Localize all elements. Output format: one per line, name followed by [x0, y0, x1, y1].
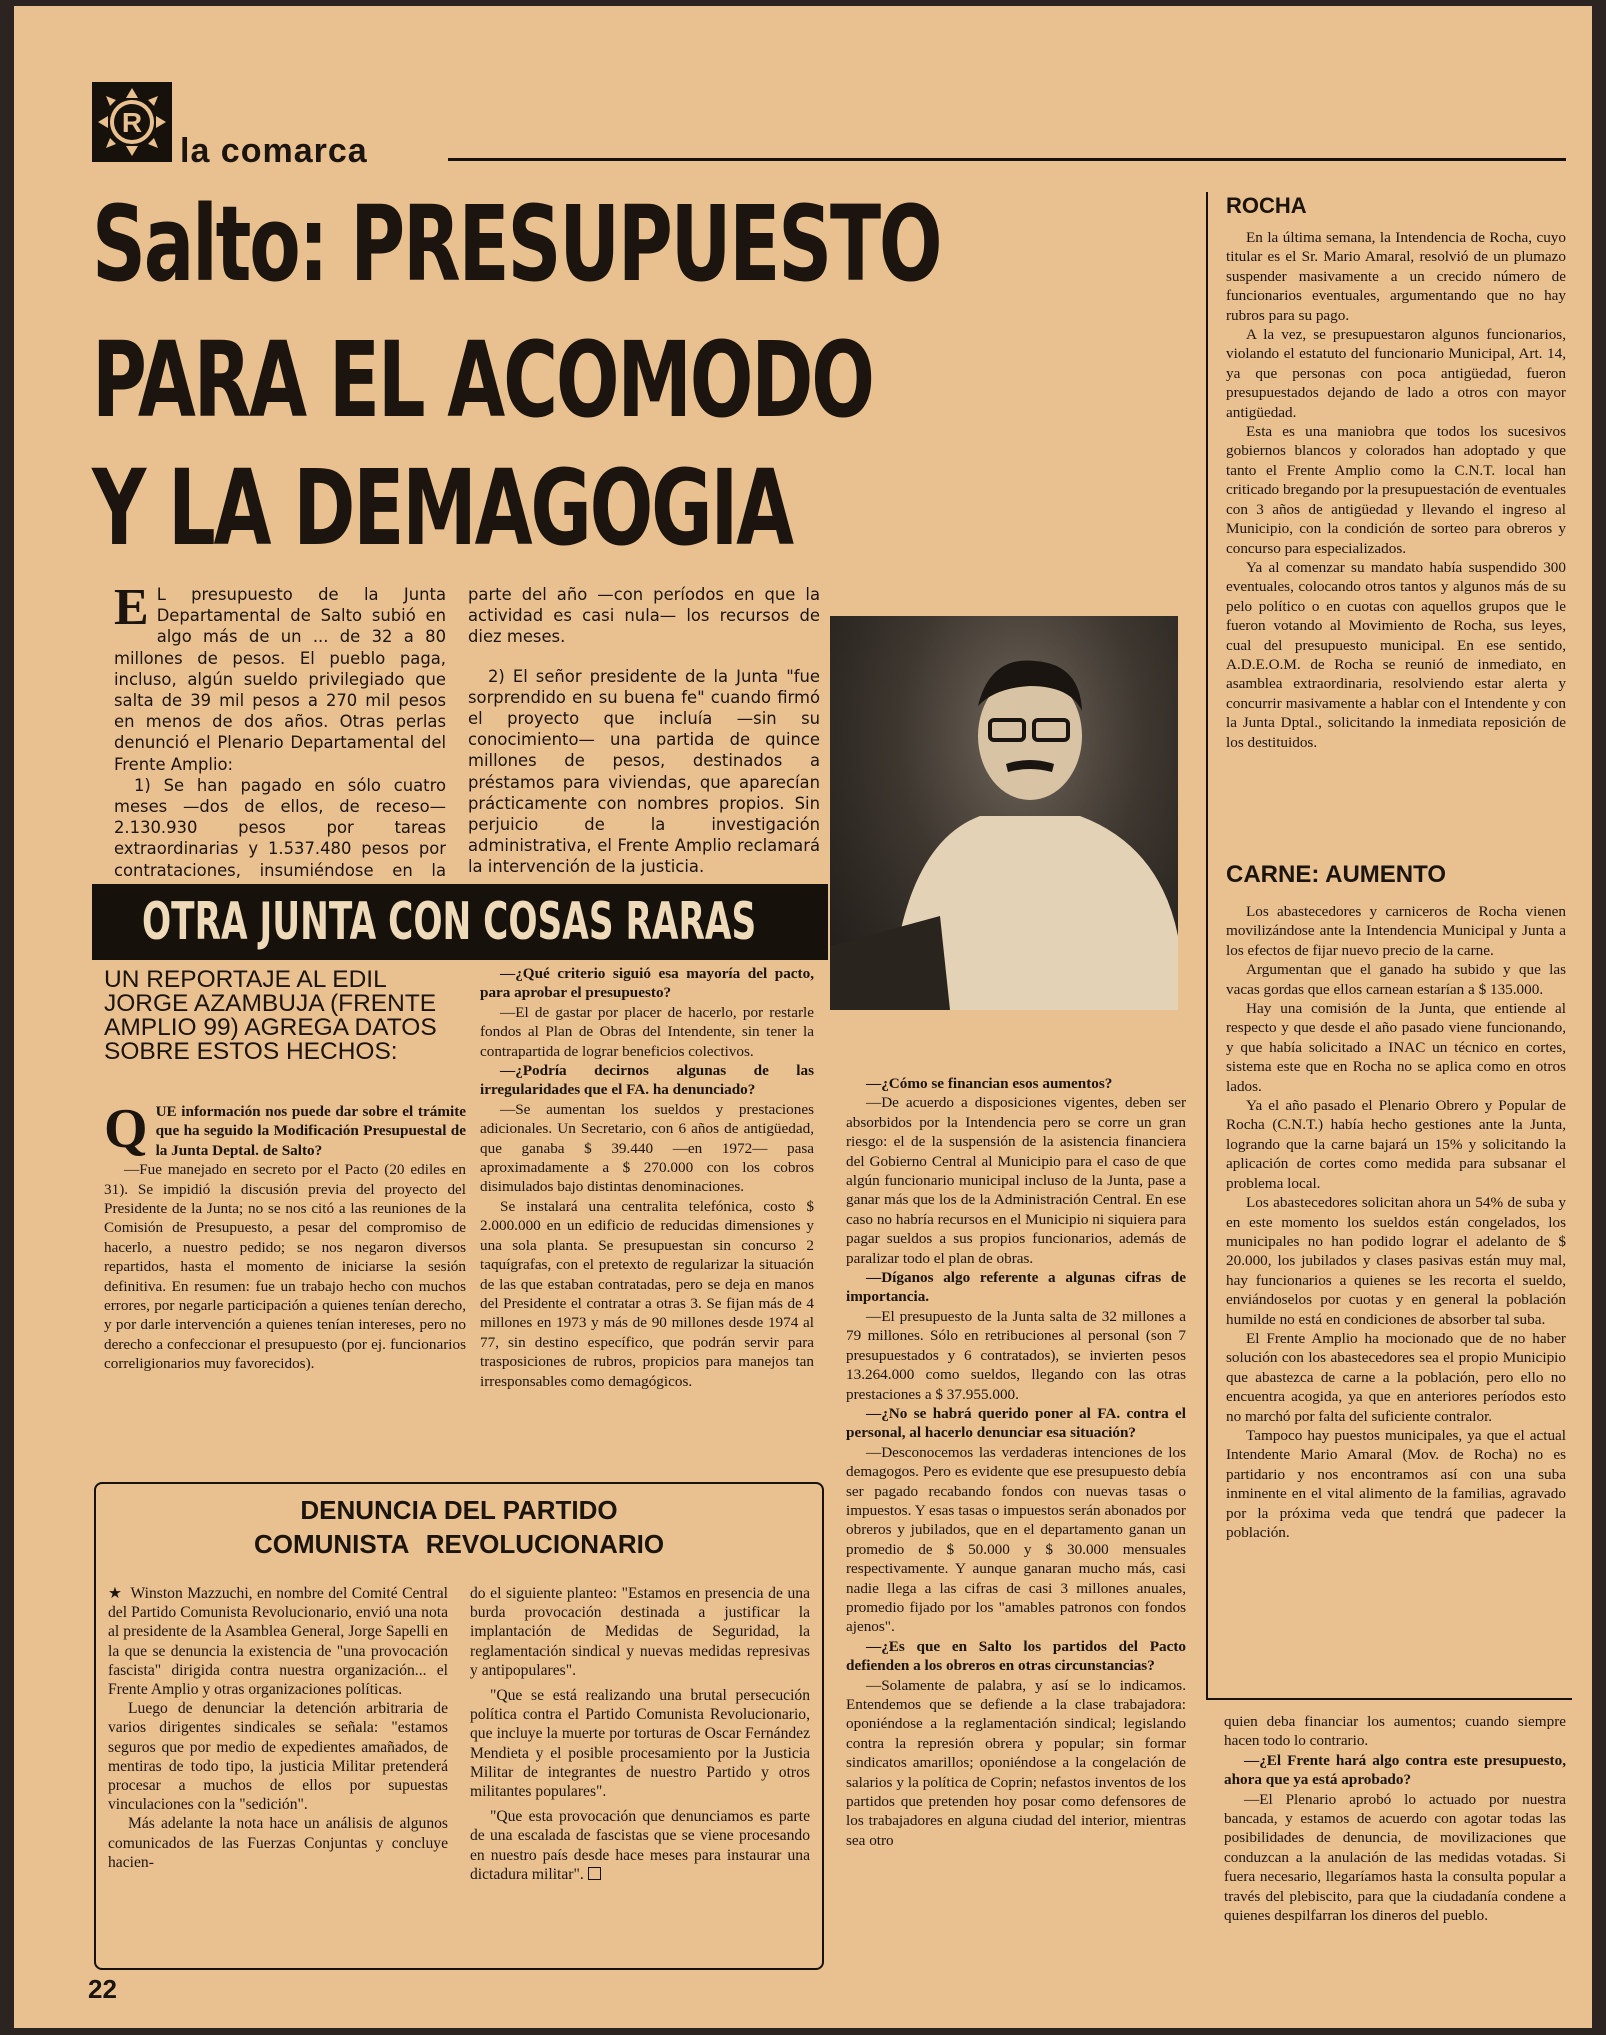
carne-paragraph: Ya el año pasado el Plenario Obrero y Popular de Rocha (C.N.T.) había hecho gestiones ante la Junta, logrando que la carne bajará un 15% y solicitando la aplicación de cortes como medida para subsanar el problema local. — [1226, 1097, 1566, 1192]
box-column-2 — [470, 1584, 810, 1956]
interview-answer: —De acuerdo a disposiciones vigentes, deben ser absorbidos por la Intendencia pero se corre un gran riesgo: el de la suspensión de la asistencia financiera del Gobierno Central al Municipio para el caso de que algún funcionario municipal incluso de la Junta, pase a ganar más que los de la Administración Central. En ese caso no habría recursos en el Municipio ni siquiera para pagar sueldos a sus propios funcionarios, además de paralizar todo el plan de obras. — [846, 1094, 1186, 1267]
page-number: 22 — [88, 1974, 117, 2004]
banner — [92, 884, 828, 960]
lead-paragraph: parte del año —con períodos en que la actividad es casi nula— los recursos de diez meses. — [468, 585, 820, 647]
interview-question: —¿Es que en Salto los partidos del Pacto defienden a los obreros en otras circunstancias? — [846, 1637, 1186, 1675]
end-mark-icon — [588, 1867, 601, 1880]
interview-answer: —El presupuesto de la Junta salta de 32 millones a 79 millones. Sólo en retribuciones al personal (son 7 presupuestados y 6 contratados), se invierten pesos 13.264.000 como sueldos, llegando con las otras prestaciones a $ 37.955.000. — [846, 1307, 1186, 1403]
interview-question: —¿Cómo se financian esos aumentos? — [866, 1075, 1113, 1092]
rocha-paragraph: Esta es una maniobra que todos los sucesivos gobiernos blancos y colorados han adoptado y que tanto el Frente Amplio como la C.N.T. local han criticado bregando por la presupuestación de eventuales con 3 años de antigüedad y llevando el ingreso al Municipio, con la condición de sorteo para obreros y concurso para especializados. — [1226, 423, 1566, 557]
section-logo — [92, 82, 172, 162]
rocha-paragraph: En la última semana, la Intendencia de Rocha, cuyo titular es el Sr. Mario Amaral, resolvió de un plumazo suspender masivamente a un crecido número de funcionarios eventuales, argumentando que no hay rubros para su pago. — [1226, 229, 1566, 324]
interview-question: UE información nos puede dar sobre el trámite que ha seguido la Modificación Presupuestal de la Junta Deptal. de Salto? — [155, 1103, 466, 1159]
section-name: la comarca — [180, 132, 368, 170]
box-paragraph: do el siguiente planteo: "Estamos en presencia de una burda provocación destinada a justificar la implantación de Medidas de Seguridad, la reglamentación sindical y nuevas medidas represivas y antipopulares". — [470, 1585, 810, 1679]
box-paragraph — [470, 1807, 810, 1884]
interview-question: —¿El Frente hará algo contra este presupuesto, ahora que ya está aprobado? — [1224, 1751, 1566, 1789]
rocha-paragraph: A la vez, se presupuestaron algunos funcionarios, violando el estatuto del funcionario Municipal, Art. 14, ya que personas con poca antigüedad, fueron presupuestados dejando de lado a otros con mayor antigüedad. — [1226, 326, 1566, 421]
box-paragraph: "Que se está realizando una brutal persecución política contra el Partido Comunista Revolucionario, que incluye la muerte por torturas de Oscar Fernández Mendieta y el posible procesamiento por la Justicia Militar de integrantes de nuestro Partido y otros militantes populares". — [470, 1687, 810, 1801]
interview-answer: —Solamente de palabra, y así se lo indicamos. Entendemos que se defiende a la clase trabajadora: oponiéndose a la reglamentación sindical; legislando contra la represión obrera y popular; sin formar sindicatos amarillos; oponiéndose a la congelación de salarios y la política de Coprin; nefastos inventos de los partidos que pretenden hoy posar como defensores de los trabajadores en alguna ciudad del interior, mientras sea otro — [846, 1676, 1186, 1849]
svg-text:R: R — [121, 107, 143, 138]
carne-paragraph: Los abastecedores solicitan ahora un 54% de suba y en este momento los sueldos están congelados, los municipales no han podido lograr el adelanto de $ 20.000, los jubilados y clases pasivas están muy mal, hay funcionarios a quienes se les recorta el sueldo, enviándoselos por cuotas y en general la población humilde no está en condiciones de absorber tal suba. — [1226, 1194, 1566, 1328]
interview-answer: —Desconocemos las verdaderas intenciones de los demagogos. Pero es evidente que ese presupuesto debía ser pagado recabando fondos con nuevas tasas o impuestos. Y esas tasas o impuestos serán abonados por obreros y jubilados, que en el departamento ganan un promedio de $ 50.000 y $ 30.000 mensuales respectivamente. Y aunque ganaran mucho más, casi nadie llega a las cifras de casi 3 millones anuales, promedio fijado por los "amables patronos con fondos ajenos". — [846, 1443, 1186, 1636]
interview-question: —¿Qué criterio siguió esa mayoría del pacto, para aprobar el presupuesto? — [480, 965, 814, 1002]
portrait-figure-icon — [830, 616, 1178, 1010]
lead-paragraph: 2) El señor presidente de la Junta "fue sorprendido en su buena fe" cuando firmó el proyecto que incluía —sin su conocimiento— una partida de quince millones de pesos, destinados a préstamos para viviendas, que aparecían prácticamente con nombres propios. Sin perjuicio de la investigación administrativa, el Frente Amplio reclamará la intervención de la justicia. — [468, 666, 820, 877]
star-icon: ★ — [108, 1585, 123, 1602]
interview-answer: Se instalará una centralita telefónica, costo $ 2.000.000 en un edificio de reducidas dimensiones y una sola planta. Se presupuestan sin concurso 2 taquígrafas, con el pretexto de regularizar la situación de las que estaban contratadas, pero se deja en manos del Presidente el contratar a otras 3. Se fijan más de 4 millones en 1973 y más de 90 millones desde 1974 al 77, sin destino específico, que podrán servir para trasposiciones de rubros, propicios para manejos tan irresponsables como demagógicos. — [480, 1197, 814, 1390]
box-title-line-1: DENUNCIA DEL PARTIDO — [300, 1495, 618, 1525]
rocha-paragraph: Ya al comenzar su mandato había suspendido 300 eventuales, colocando otros tantos y algunos más de su pelo político o en cuotas con aquellos grupos que le fueron votando al Movimiento de Rocha, sus leyes, cual del presupuesto municipal. En ese sentido, A.D.E.O.M. de Rocha se reunió de inmediato, en asamblea extraordinaria, resolviendo estar alerta y concurrir masivamente a hablar con el Intendente y con la Junta Dptal., solicitando la inmediata reposición de los destituidos. — [1226, 558, 1566, 751]
photo-edil — [830, 616, 1178, 1010]
carne-paragraph: Argumentan que el ganado ha subido y que las vacas gordas que ellos carnean estarían a $ 135.000. — [1226, 961, 1566, 998]
carne-column — [1226, 902, 1566, 1682]
rocha-title: ROCHA — [1226, 193, 1307, 218]
interview-column-2 — [480, 964, 814, 1454]
lead-paragraph: L presupuesto de la Junta Departamental de Salto subió en algo más de un ... de 32 a 80 millones de pesos. El pueblo paga, incluso, algún sueldo privilegiado que salta de 39 mil pesos a 270 mil pesos en menos de dos años. Otras perlas denunció el Plenario Departamental del Frente Amplio: — [114, 585, 446, 774]
box-paragraph-text: Winston Mazzuchi, en nombre del Comité Central del Partido Comunista Revolucionario, envió una nota al presidente de la Asamblea General, Jorge Sapelli en la que se denuncia la existencia de "una provocación fascista" dirigida contra nuestra organización... el Frente Amplio y otras organizaciones políticas. — [108, 1585, 448, 1699]
carne-paragraph: Tampoco hay puestos municipales, ya que el actual Intendente Mario Amaral (Mov. de Rocha) no es partidario y nos encontramos así con una suba inminente en el vital alimento de la familias, agravado por la próxima veda que tendrá que padecer la población. — [1226, 1426, 1566, 1541]
box-paragraph-text: "Que esta provocación que denunciamos es parte de una escalada de fascistas que se viene procesando en nuestro país desde hace meses para instaurar una dictadura militar". — [470, 1808, 810, 1883]
interview-column-3 — [846, 1074, 1186, 1972]
magazine-page — [14, 6, 1592, 2028]
box-column-1 — [108, 1584, 448, 1956]
interview-subtitle: UN REPORTAJE AL EDIL JORGE AZAMBUJA (FRENTE AMPLIO 99) AGREGA DATOS SOBRE ESTOS HECHOS: — [104, 966, 437, 1065]
interview-question: —Díganos algo referente a algunas cifras de importancia. — [846, 1269, 1186, 1306]
carne-paragraph: El Frente Amplio ha mocionado que de no haber solución con los abastecedores sea el propio Municipio que abastezca de carne a la población, pero ello no encuentra acogida, ya que en anteriores períodos esto no marchó por falta del suficiente contralor. — [1226, 1329, 1566, 1425]
lead-column-2 — [468, 584, 820, 884]
carne-paragraph: Hay una comisión de la Junta, que entiende al respecto y que desde el año pasado viene funcionando, y que había solicitado a INAC un técnico en cortes, sistema este que en Rocha no se aplica como en otros lados. — [1226, 1000, 1566, 1095]
interview-column-1 — [104, 1098, 466, 1464]
interview-answer: —El de gastar por placer de hacerlo, por restarle fondos al Plan de Obras del Intendente, sin tener la contrapartida de lograr beneficios colectivos. — [480, 1003, 814, 1060]
interview-answer: quien deba financiar los aumentos; cuando siempre hacen todo lo contrario. — [1224, 1713, 1566, 1750]
interview-answer: —Fue manejado en secreto por el Pacto (20 ediles en 31). Se impidió la discusión previa del proyecto del Presidente de la Junta; no se nos citó a las reuniones de la Comisión de Presupuesto, a pesar del compromiso de hacerlo, a nuestro pedido; se nos negaron diversos repartidos, hasta el momento de iniciarse la sesión definitiva. En resumen: fue un trabajo hecho con muchos errores, por negarle participación a quienes tenían derecho, y por darle intervención a quienes tenían intereses, pero no derecho a confeccionar el presupuesto (por ej. funcionarios correligionarios muy favorecidos). — [104, 1161, 466, 1373]
headline-line-2: PARA EL ACOMODO — [92, 319, 873, 441]
box-paragraph: Más adelante la nota hace un análisis de algunos comunicados de las Fuerzas Conjuntas y concluye hacien- — [108, 1815, 448, 1871]
banner-title: OTRA JUNTA CON COSAS RARAS — [142, 892, 757, 952]
headline-line-3: Y LA DEMAGOGIA — [92, 447, 792, 569]
rocha-column — [1226, 228, 1566, 834]
box-title-line-2: COMUNISTA REVOLUCIONARIO — [253, 1529, 665, 1559]
sidebar-rule-left — [1206, 192, 1208, 1700]
interview-question: —¿Podría decirnos algunas de las irregularidades que el FA. ha denunciado? — [480, 1062, 814, 1099]
carne-title: CARNE: AUMENTO — [1226, 861, 1446, 888]
lead-paragraph: 1) Se han pagado en sólo cuatro meses —dos de ellos, de receso— 2.130.930 pesos por tareas extraordinarias y 1.537.480 pesos por contrataciones, insumiéndose en la — [114, 775, 446, 880]
box-paragraph — [108, 1584, 448, 1699]
headline-line-1: Salto: PRESUPUESTO — [92, 183, 941, 305]
interview-answer: —Se aumentan los sueldos y prestaciones adicionales. Un Secretario, con 6 años de antigüedad, que ganaba $ 39.440 —en 1972— pasa aproximadamente a $ 270.000 con los cobros disimulados bajo distintas denominaciones. — [480, 1100, 814, 1196]
interview-answer: —El Plenario aprobó lo actuado por nuestra bancada, y estamos de acuerdo con agotar todas las posibilidades de denuncia, de movilizaciones que conduzcan a la anulación de las medidas votadas. Si fuera necesario, llegaríamos hasta la consulta popular a través del plebiscito, para que la ciudadanía condene a quienes despilfarran los dineros del pueblo. — [1224, 1790, 1566, 1925]
carne-paragraph: Los abastecedores y carniceros de Rocha vienen movilizándose ante la Intendencia Municipal y Junta a los efectos de fijar nuevo precio de la carne. — [1226, 903, 1566, 959]
section-rule — [448, 158, 1566, 161]
sidebar-rule-bottom — [1206, 1698, 1572, 1700]
interview-dropcap: Q — [104, 1098, 148, 1160]
denuncia-box — [94, 1482, 824, 1970]
interview-column-4 — [1224, 1712, 1566, 1972]
lead-column-1 — [114, 579, 446, 884]
lead-dropcap: E — [114, 579, 149, 636]
box-paragraph: Luego de denunciar la detención arbitraria de varios dirigentes sindicales se señala: "estamos seguros que por medio de expedientes amañados, de mentiras de todo tipo, la justicia Militar pretenderá procesar a muchos de ellos por supuestas vinculaciones con la "sedición". — [108, 1700, 448, 1814]
interview-question: —¿No se habrá querido poner al FA. contra el personal, al hacerlo denunciar esa situación? — [846, 1404, 1186, 1442]
section-logo-icon — [92, 82, 172, 162]
